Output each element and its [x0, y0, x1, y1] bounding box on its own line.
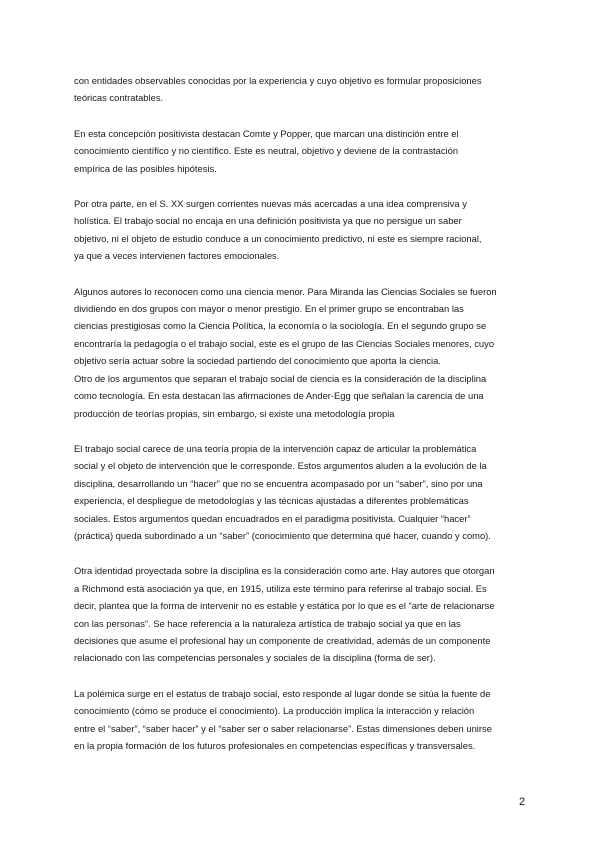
- text-line: encontraría la pedagogía o el trabajo social, este es el grupo de las Ciencias Sociales menores, cuyo: [74, 337, 495, 349]
- text-line: como tecnología. En esta destacan las afirmaciones de Ander-Egg que señalan la carencia de una: [74, 390, 484, 402]
- text-line: en la propia formación de los futuros profesionales en competencias específicas y transversales.: [74, 740, 476, 751]
- paragraph: [74, 440, 534, 544]
- paragraph: [74, 72, 534, 107]
- text-line: social y el objeto de intervención que le corresponde. Estos argumentos aluden a la evolución de la: [74, 460, 487, 472]
- text-line: entre el “saber”, “saber hacer” y el “saber ser o saber relacionarse”. Estas dimensiones deben unirse: [74, 722, 492, 734]
- text-line: relacionado con las competencias personales y sociales de la disciplina (forma de ser).: [74, 652, 436, 664]
- text-line: a Richmond esta asociación ya que, en 1915, utiliza este término para referirse al trabajo social. Es: [74, 582, 487, 594]
- text-line: La polémica surge en el estatus de trabajo social, esto responde al lugar donde se sitúa la fuente de: [74, 687, 491, 699]
- text-line: decisiones que asume el profesional hay un componente de creatividad, además de un componente: [74, 634, 491, 646]
- text-line: decir, plantea que la forma de intervenir no es estable y estática por lo que es el “arte de relacionarse: [74, 600, 495, 612]
- text-line: con entidades observables conocidas por la experiencia y cuyo objetivo es formular proposiciones: [74, 75, 482, 86]
- text-line: producción de teorías propias, sin embargo, si existe una metodología propia: [74, 407, 395, 419]
- text-line: sociales. Estos argumentos quedan encuadrados en el paradigma positivista. Cualquier “hacer”: [74, 512, 471, 524]
- text-line: experiencia, el despliegue de metodologías y las técnicas ajustadas a diferentes problemáticas: [74, 495, 469, 507]
- text-line: holística. El trabajo social no encaja en una definición positivista ya que no persigue un saber: [74, 215, 462, 227]
- text-line: Por otra parte, en el S. XX surgen corrientes nuevas más acercadas a una idea comprensiva y: [74, 198, 467, 210]
- text-line: conocimiento científico y no científico. Este es neutral, objetivo y deviene de la contrastación: [74, 145, 459, 157]
- text-line: con las personas”. Se hace referencia a la naturaleza artística de trabajo social ya que en las: [74, 617, 461, 629]
- text-line: Otra identidad proyectada sobre la disciplina es la consideración como arte. Hay autores que otorgan: [74, 565, 495, 577]
- text-line: ciencias prestigiosas como la Ciencia Política, la economía o la sociología. En el segundo grupo se: [74, 320, 487, 332]
- text-line: objetivo, ni el objeto de estudio conduce a un conocimiento predictivo, ni este es siempre racional,: [74, 232, 482, 244]
- text-line: dividiendo en dos grupos con mayor o menor prestigio. En el primer grupo se encontraban las: [74, 303, 464, 315]
- text-line: disciplina, desarrollando un “hacer” que no se encuentra acompasado por un “saber”, sino por una: [74, 477, 483, 489]
- paragraph: [74, 195, 534, 265]
- document-body: [74, 72, 534, 772]
- paragraph: [74, 562, 534, 666]
- text-line: empírica de las posibles hipótesis.: [74, 162, 217, 174]
- text-line: teóricas contratables.: [74, 92, 164, 104]
- paragraph: [74, 685, 534, 755]
- text-line: En esta concepción positivista destacan Comte y Popper, que marcan una distinción entre el: [74, 127, 459, 139]
- text-line: Otro de los argumentos que separan el trabajo social de ciencia es la consideración de la disciplina: [74, 372, 487, 384]
- paragraph: [74, 283, 534, 422]
- text-line: ya que a veces intervienen factores emocionales.: [74, 250, 280, 262]
- text-line: (práctica) queda subordinado a un “saber” (conocimiento que determina qué hacer, cuando y como).: [74, 529, 491, 541]
- page-number: 2: [519, 796, 526, 808]
- text-line: conocimiento (cómo se produce el conocimiento). La producción implica la interacción y relación: [74, 705, 475, 717]
- text-line: Algunos autores lo reconocen como una ciencia menor. Para Miranda las Ciencias Sociales se fueron: [74, 285, 497, 297]
- text-line: objetivo sería actuar sobre la sociedad partiendo del conocimiento que aporta la ciencia.: [74, 355, 441, 367]
- paragraph: [74, 125, 534, 177]
- text-line: El trabajo social carece de una teoría propia de la intervención capaz de articular la problemática: [74, 442, 477, 454]
